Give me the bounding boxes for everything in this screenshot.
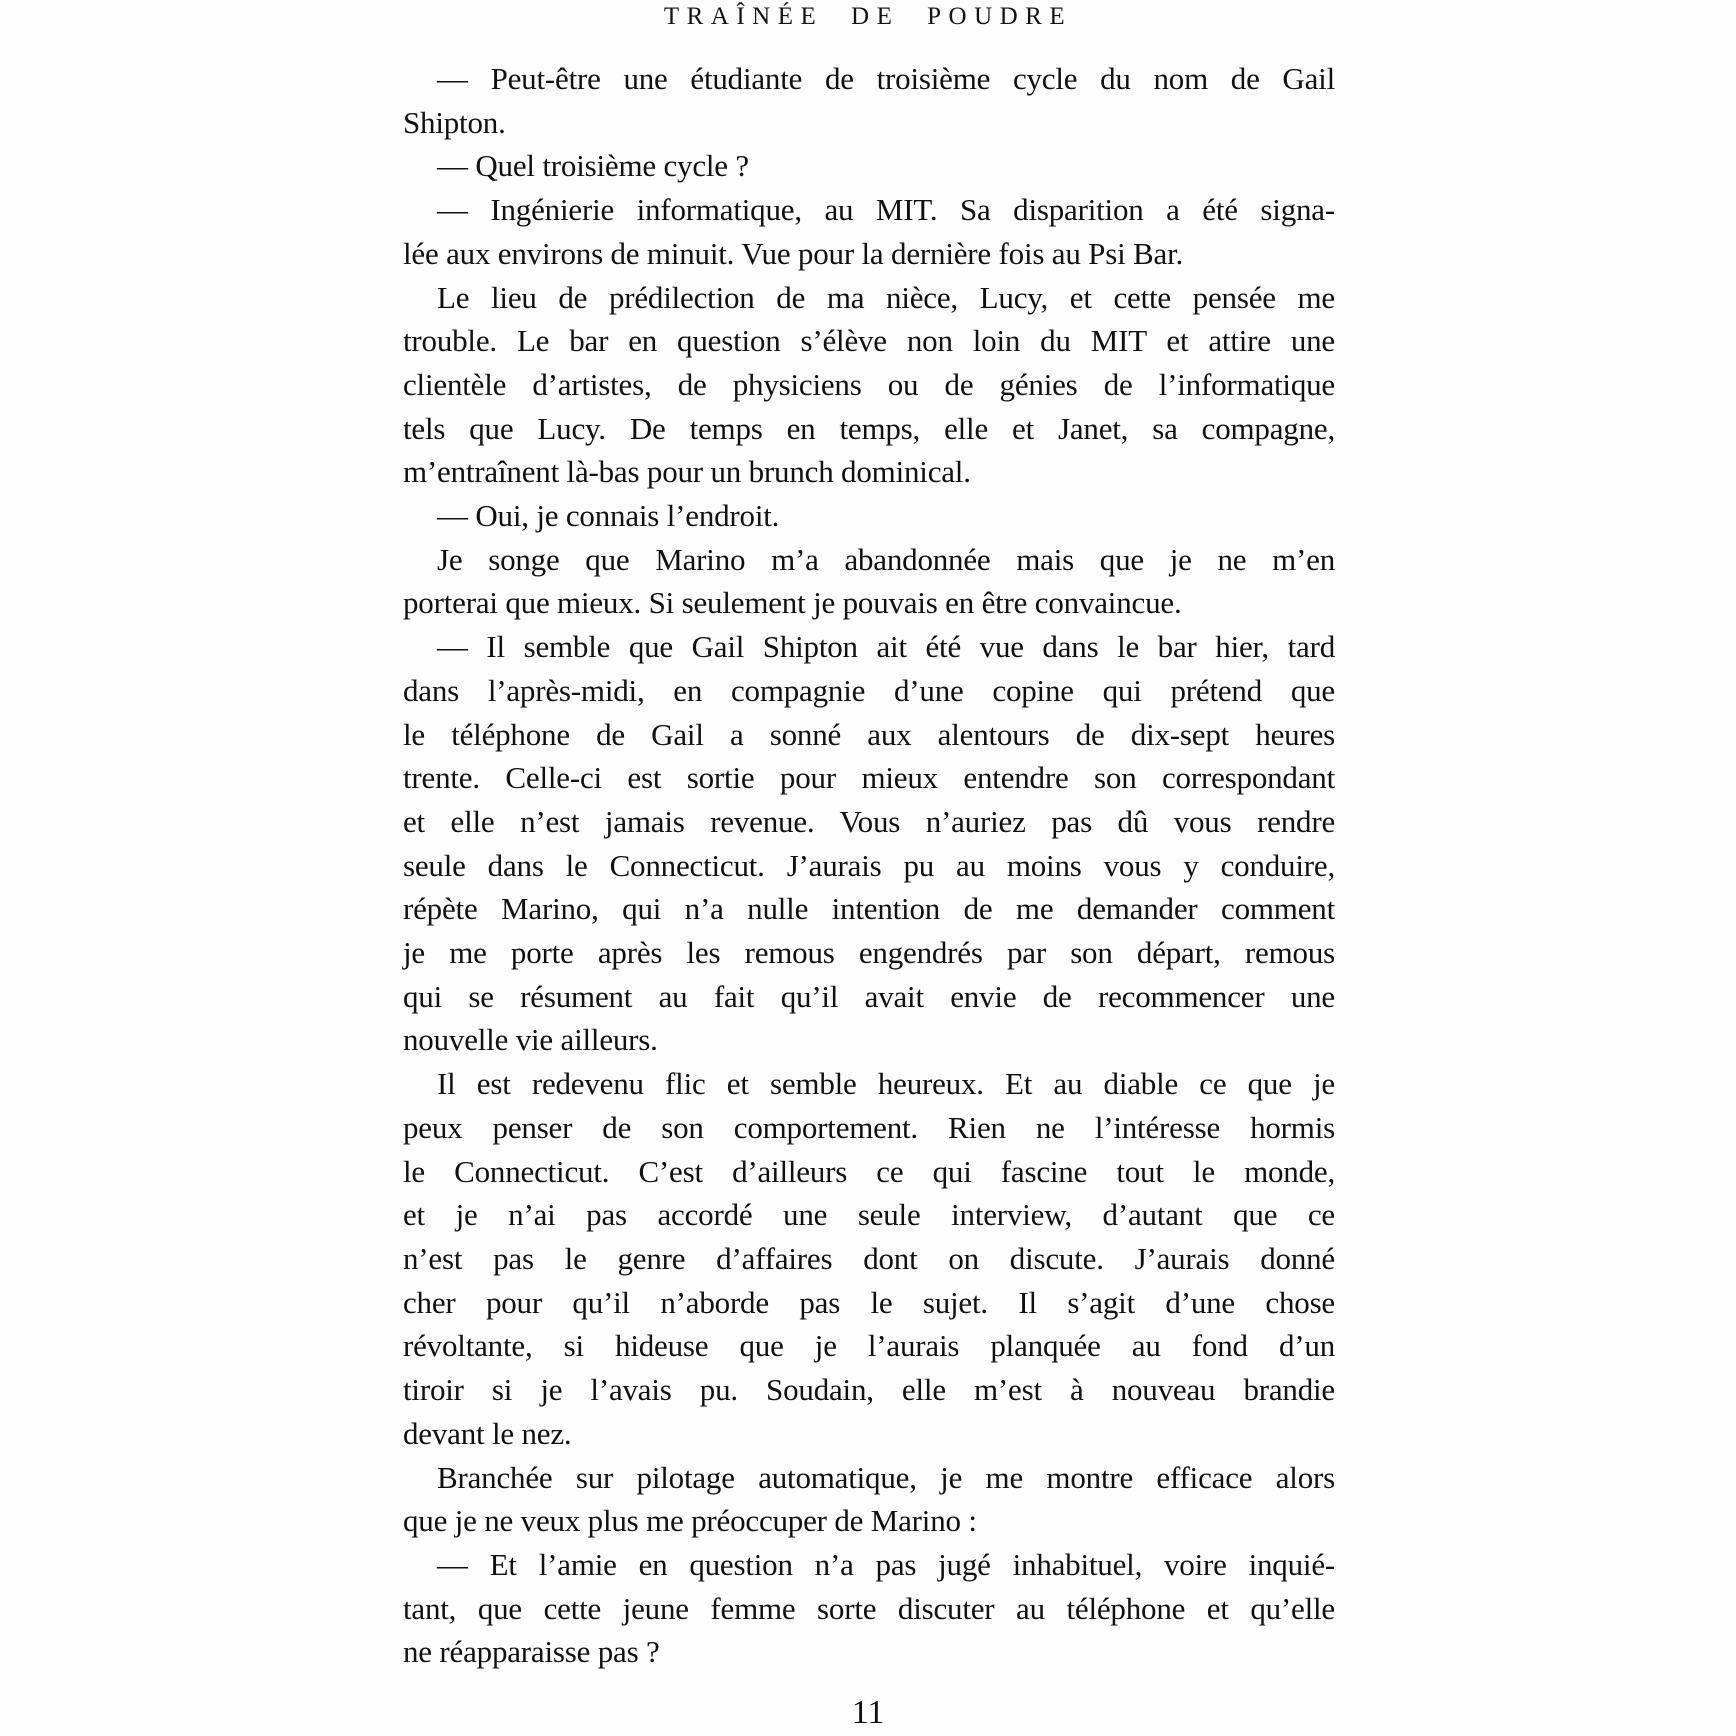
text-line: devant le nez.	[403, 1415, 572, 1451]
text-line: tiroir si je l’avais pu. Soudain, elle m’est à nouveau brandie	[403, 1372, 1335, 1408]
text-line: répète Marino, qui n’a nulle intention de me demander comment	[403, 891, 1335, 927]
paragraph	[403, 144, 1335, 188]
body-text	[403, 57, 1335, 1674]
text-line: Shipton.	[403, 104, 506, 140]
text-line: et je n’ai pas accordé une seule interview, d’autant que ce	[403, 1197, 1335, 1233]
text-line: peux penser de son comportement. Rien ne l’intéresse hormis	[403, 1109, 1335, 1145]
text-line: porterai que mieux. Si seulement je pouvais en être convaincue.	[403, 585, 1182, 621]
text-line: ne réapparaisse pas ?	[403, 1634, 660, 1670]
text-line: — Il semble que Gail Shipton ait été vue dans le bar hier, tard	[437, 629, 1335, 665]
text-line: je me porte après les remous engendrés par son départ, remous	[403, 935, 1335, 971]
text-line: Je songe que Marino m’a abandonnée mais que je ne m’en	[437, 541, 1335, 577]
text-line: — Et l’amie en question n’a pas jugé inhabituel, voire inquié-	[437, 1546, 1335, 1582]
paragraph	[403, 57, 1335, 144]
paragraph	[403, 1543, 1335, 1674]
text-line: m’entraînent là-bas pour un brunch dominical.	[403, 454, 971, 490]
paragraph	[403, 625, 1335, 1062]
text-line: le Connecticut. C’est d’ailleurs ce qui fascine tout le monde,	[403, 1153, 1335, 1189]
text-line: seule dans le Connecticut. J’aurais pu au moins vous y conduire,	[403, 847, 1335, 883]
running-head: TRAÎNÉE DE POUDRE	[663, 3, 1073, 30]
text-line: — Quel troisième cycle ?	[437, 148, 749, 184]
text-line: tels que Lucy. De temps en temps, elle et Janet, sa compagne,	[403, 410, 1335, 446]
text-line: cher pour qu’il n’aborde pas le sujet. Il s’agit d’une chose	[403, 1284, 1335, 1320]
paragraph	[403, 538, 1335, 625]
text-line: — Oui, je connais l’endroit.	[437, 498, 780, 534]
text-line: tant, que cette jeune femme sorte discuter au téléphone et qu’elle	[403, 1590, 1335, 1626]
text-line: n’est pas le genre d’affaires dont on discute. J’aurais donné	[403, 1240, 1335, 1276]
text-line: que je ne veux plus me préoccuper de Marino :	[403, 1503, 977, 1539]
paragraph	[403, 276, 1335, 495]
paragraph	[403, 1456, 1335, 1543]
paragraph	[403, 494, 1335, 538]
text-line: — Ingénierie informatique, au MIT. Sa disparition a été signa-	[437, 192, 1335, 228]
text-line: et elle n’est jamais revenue. Vous n’auriez pas dû vous rendre	[403, 803, 1335, 839]
paragraph	[403, 188, 1335, 275]
text-line: lée aux environs de minuit. Vue pour la dernière fois au Psi Bar.	[403, 235, 1184, 271]
text-line: qui se résument au fait qu’il avait envie de recommencer une	[403, 978, 1335, 1014]
text-line: nouvelle vie ailleurs.	[403, 1022, 658, 1058]
text-line: dans l’après-midi, en compagnie d’une copine qui prétend que	[403, 672, 1335, 708]
text-line: trouble. Le bar en question s’élève non loin du MIT et attire une	[403, 323, 1335, 359]
text-line: Le lieu de prédilection de ma nièce, Lucy, et cette pensée me	[437, 279, 1335, 315]
text-line: révoltante, si hideuse que je l’aurais planquée au fond d’un	[403, 1328, 1335, 1364]
text-line: — Peut-être une étudiante de troisième cycle du nom de Gail	[437, 61, 1335, 96]
text-line: clientèle d’artistes, de physiciens ou de génies de l’informatique	[403, 366, 1335, 402]
text-line: Branchée sur pilotage automatique, je me montre efficace alors	[437, 1459, 1335, 1495]
paragraph	[403, 1062, 1335, 1455]
text-line: le téléphone de Gail a sonné aux alentours de dix-sept heures	[403, 716, 1335, 752]
text-line: Il est redevenu flic et semble heureux. Et au diable ce que je	[437, 1066, 1335, 1102]
text-line: trente. Celle-ci est sortie pour mieux entendre son correspondant	[403, 760, 1335, 796]
page-number: 11	[851, 1694, 885, 1731]
